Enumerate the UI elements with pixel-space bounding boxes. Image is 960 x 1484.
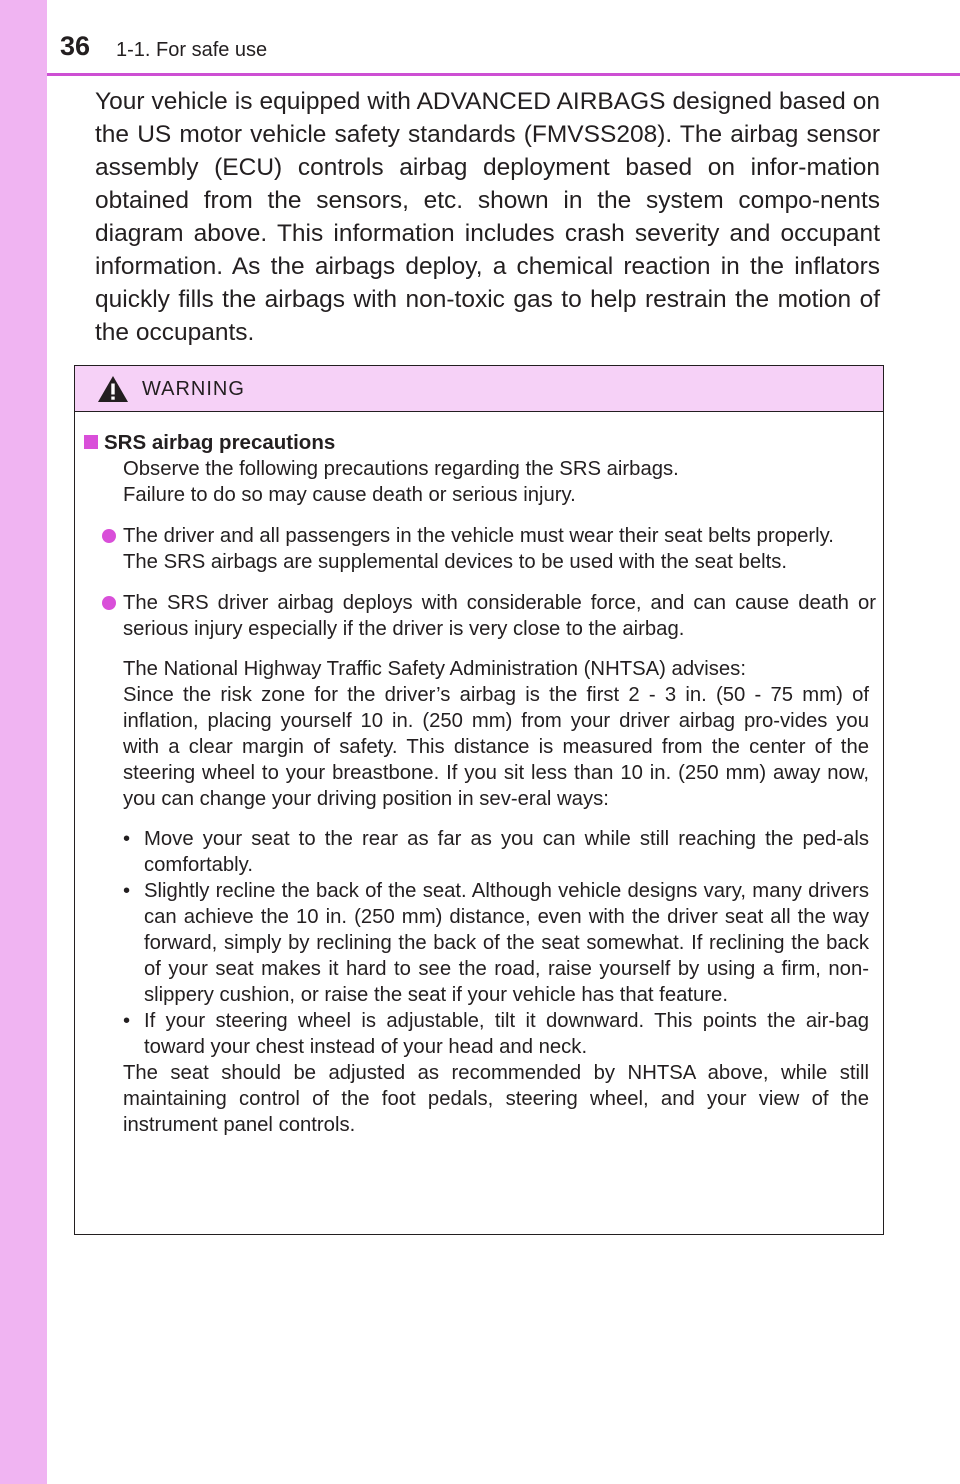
precaution-text: The driver and all passengers in the vehicle must wear their seat belts properly.	[123, 525, 834, 547]
warning-line: Observe the following precautions regarding the SRS airbags.	[123, 458, 679, 480]
side-tab-strip	[0, 0, 47, 1484]
nhtsa-intro: The National Highway Traffic Safety Administration (NHTSA) advises:	[123, 658, 746, 680]
list-item-text: Slightly recline the back of the seat. Although vehicle designs vary, many drivers can achieve the 10 in. (250 mm) distance, even with the driver seat all the way forward, simply by reclining the back of the seat somewhat. If reclining the back of your seat makes it hard to see the road, raise yourself by using a firm, non-slippery cushion, or raise the seat if your vehicle has that feature.	[144, 880, 869, 1006]
warning-label: WARNING	[142, 378, 245, 400]
warning-content	[75, 430, 881, 1138]
intro-paragraph: Your vehicle is equipped with ADVANCED AIRBAGS designed based on the US motor vehicle safety standards (FMVSS208). The airbag sensor assembly (ECU) controls airbag deployment based on infor-mation obtained from the sensors, etc. shown in the system compo-nents diagram above. This information includes crash severity and occupant information. As the airbags deploy, a chemical reaction in the inflators quickly fills the airbags with non-toxic gas to help restrain the motion of the occupants.	[95, 88, 880, 346]
list-item: • Slightly recline the back of the seat. Although vehicle designs vary, many drivers can achieve the 10 in. (250 mm) distance, even with the driver seat all the way forward, simply by reclining the back of the seat somewhat. If reclining the back of your seat makes it hard to see the road, raise yourself by using a firm, non-slippery cushion, or raise the seat if your vehicle has that feature.	[123, 880, 869, 1006]
warning-header	[75, 366, 883, 412]
warning-box	[74, 365, 884, 1235]
driving-position-list	[123, 826, 869, 1060]
precaution-item	[75, 523, 881, 575]
page-number: 36	[60, 31, 91, 61]
nhtsa-body: Since the risk zone for the driver’s airbag is the first 2 - 3 in. (50 - 75 mm) of inflation, placing yourself 10 in. (250 mm) from your driver airbag pro-vides you with a clear margin of safety. This distance is measured from the center of the steering wheel to your breastbone. If you sit less than 10 in. (250 mm) away now, you can change your driving position in sev-eral ways:	[123, 684, 869, 810]
warning-line: Failure to do so may cause death or serious injury.	[123, 484, 576, 506]
list-item: • Move your seat to the rear as far as you can while still reaching the ped-als comfortably.	[123, 828, 869, 876]
circle-bullet-icon	[102, 596, 116, 610]
precaution-item	[75, 590, 881, 642]
closing-paragraph: The seat should be adjusted as recommended by NHTSA above, while still maintaining control of the foot pedals, steering wheel, and your view of the instrument panel controls.	[123, 1062, 869, 1136]
circle-bullet-icon	[102, 529, 116, 543]
precautions-heading: SRS airbag precautions	[104, 431, 336, 454]
header-rule	[47, 73, 960, 76]
list-item-text: Move your seat to the rear as far as you can while still reaching the ped-als comfortably.	[144, 828, 869, 876]
square-bullet-icon	[84, 435, 98, 449]
list-item: • If your steering wheel is adjustable, tilt it downward. This points the air-bag toward your chest instead of your head and neck.	[123, 1010, 869, 1058]
list-item-text: If your steering wheel is adjustable, tilt it downward. This points the air-bag toward your chest instead of your head and neck.	[144, 1010, 869, 1058]
precaution-text: The SRS driver airbag deploys with considerable force, and can cause death or serious injury especially if the driver is very close to the airbag.	[123, 592, 876, 640]
precaution-text: The SRS airbags are supplemental devices to be used with the seat belts.	[123, 551, 788, 573]
warning-triangle-icon	[97, 375, 129, 403]
precautions-heading-row	[84, 430, 881, 456]
section-title: 1-1. For safe use	[116, 39, 268, 61]
